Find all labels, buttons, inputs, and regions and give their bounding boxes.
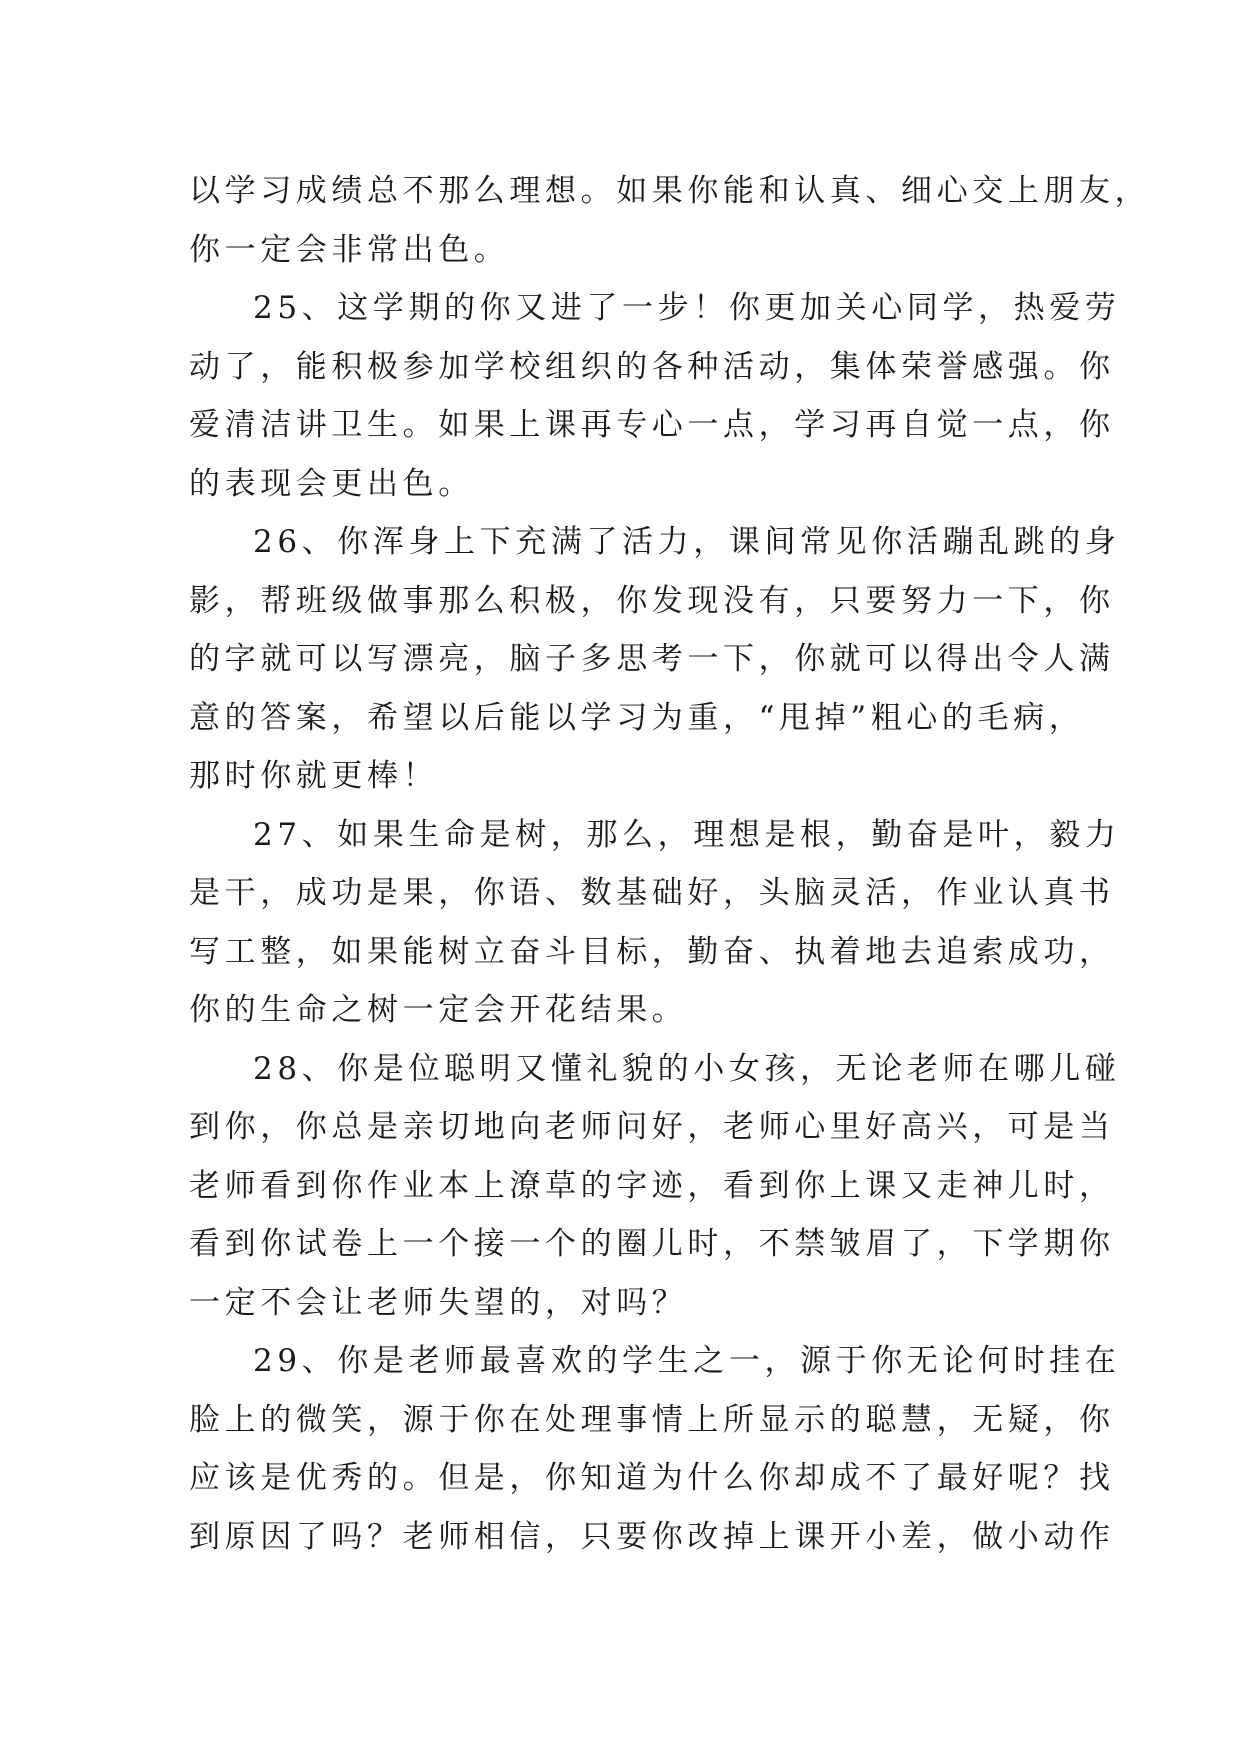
text-line: 你的生命之树一定会开花结果。 [189,992,688,1028]
text-line: 是干，成功是果，你语、数基础好，头脑灵活，作业认真书 [189,875,1115,911]
text-line: 你一定会非常出色。 [189,231,510,268]
text-line: 的表现会更出色。 [189,465,474,502]
text-line: 看到你试卷上一个接一个的圈儿时，不禁皱眉了，下学期你 [189,1226,1115,1262]
text-line: 脸上的微笑，源于你在处理事情上所显示的聪慧，无疑，你 [189,1401,1115,1438]
text-line: 一定不会让老师失望的，对吗？ [189,1284,688,1321]
text-line: 动了，能积极参加学校组织的各种活动，集体荣誉感强。你 [189,348,1115,385]
text-line: 写工整，如果能树立奋斗目标，勤奋、执着地去追索成功， [189,933,1115,970]
document-body [189,162,1151,1566]
text-line: 到原因了吗？老师相信，只要你改掉上课开小差，做小动作 [189,1518,1115,1555]
text-line: 老师看到你作业本上潦草的字迹，看到你上课又走神儿时， [189,1167,1115,1204]
text-line: 意的答案，希望以后能以学习为重，“甩掉”粗心的毛病， [189,699,1085,736]
paragraph-start-line: 25、这学期的你又进了一步！你更加关心同学，热爱劳 [253,290,1121,326]
text-line: 以学习成绩总不那么理想。如果你能和认真、细心交上朋友， [189,173,1151,209]
text-line: 应该是优秀的。但是，你知道为什么你却成不了最好呢？找 [189,1460,1115,1496]
text-line: 影，帮班级做事那么积极，你发现没有，只要努力一下，你 [189,582,1115,619]
text-line: 那时你就更棒！ [189,758,439,794]
paragraph-start-line: 26、你浑身上下充满了活力，课间常见你活蹦乱跳的身 [253,524,1121,560]
paragraph-start-line: 27、如果生命是树，那么，理想是根，勤奋是叶，毅力 [253,816,1121,853]
text-line: 到你，你总是亲切地向老师问好，老师心里好高兴，可是当 [189,1109,1115,1145]
text-line: 爱清洁讲卫生。如果上课再专心一点，学习再自觉一点，你 [189,407,1115,443]
paragraph-start-line: 29、你是老师最喜欢的学生之一，源于你无论何时挂在 [253,1343,1121,1379]
paragraph-start-line: 28、你是位聪明又懂礼貌的小女孩，无论老师在哪儿碰 [253,1050,1121,1087]
text-line: 的字就可以写漂亮，脑子多思考一下，你就可以得出令人满 [189,641,1115,677]
